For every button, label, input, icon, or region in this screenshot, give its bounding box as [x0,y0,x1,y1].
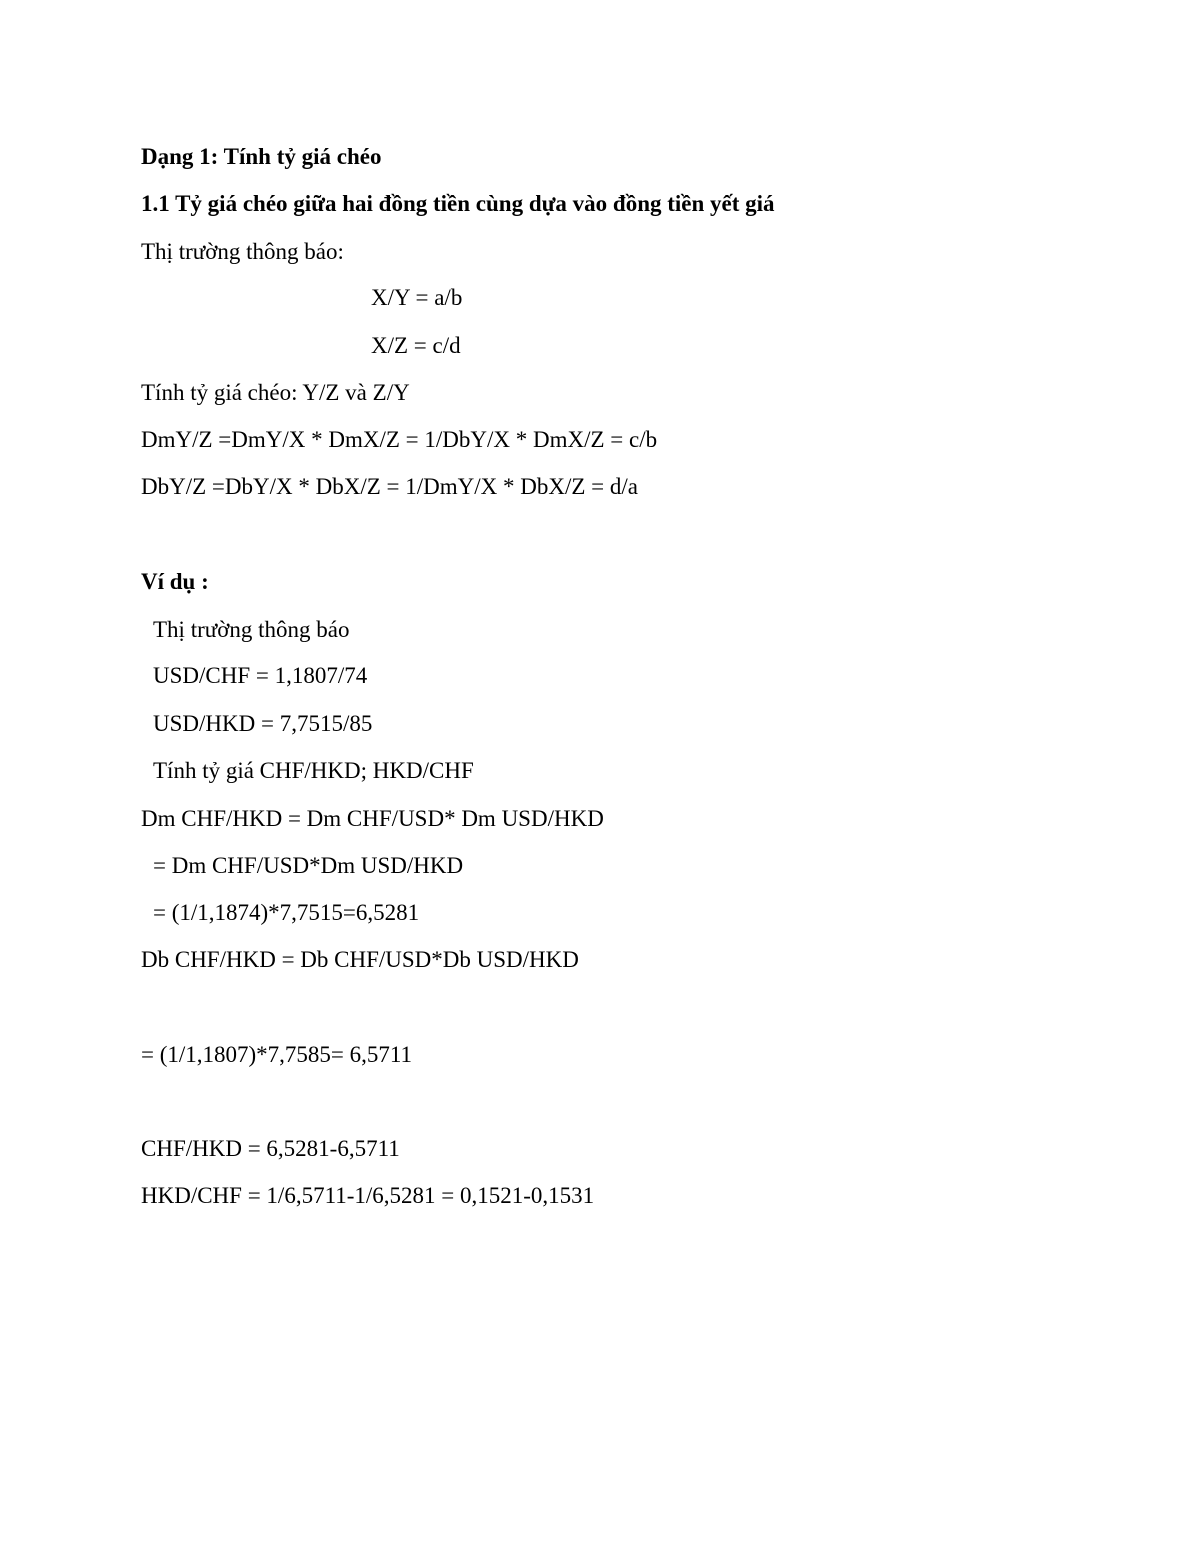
compute-rates-text: Tính tỷ giá CHF/HKD; HKD/CHF [153,758,474,783]
section-heading: Dạng 1: Tính tỷ giá chéo [141,144,382,169]
db-step: = (1/1,1807)*7,7585= 6,5711 [141,1042,413,1067]
example-heading: Ví dụ : [141,569,209,594]
subsection-heading: 1.1 Tỷ giá chéo giữa hai đồng tiền cùng dựa vào đồng tiền yết giá [141,191,775,216]
dm-step-2: = (1/1,1874)*7,7515=6,5281 [153,900,420,925]
dm-formula: DmY/Z =DmY/X * DmX/Z = 1/DbY/X * DmX/Z = c/b [141,427,658,452]
db-formula: DbY/Z =DbY/X * DbX/Z = 1/DmY/X * DbX/Z = d/a [141,474,638,499]
result-hkd-chf: HKD/CHF = 1/6,5711-1/6,5281 = 0,1521-0,1531 [141,1183,595,1208]
db-chf-hkd-formula: Db CHF/HKD = Db CHF/USD*Db USD/HKD [141,947,579,972]
market-notice-text: Thị trường thông báo: [141,239,344,264]
result-chf-hkd: CHF/HKD = 6,5281-6,5711 [141,1136,400,1161]
dm-step-1: = Dm CHF/USD*Dm USD/HKD [153,853,464,878]
example-notice-text: Thị trường thông báo [153,617,350,642]
formula-xz: X/Z = c/d [371,333,461,358]
usd-chf-rate: USD/CHF = 1,1807/74 [153,663,368,688]
compute-cross-text: Tính tỷ giá chéo: Y/Z và Z/Y [141,380,410,405]
usd-hkd-rate: USD/HKD = 7,7515/85 [153,711,373,736]
dm-chf-hkd-formula: Dm CHF/HKD = Dm CHF/USD* Dm USD/HKD [141,806,604,831]
formula-xy: X/Y = a/b [371,285,463,310]
